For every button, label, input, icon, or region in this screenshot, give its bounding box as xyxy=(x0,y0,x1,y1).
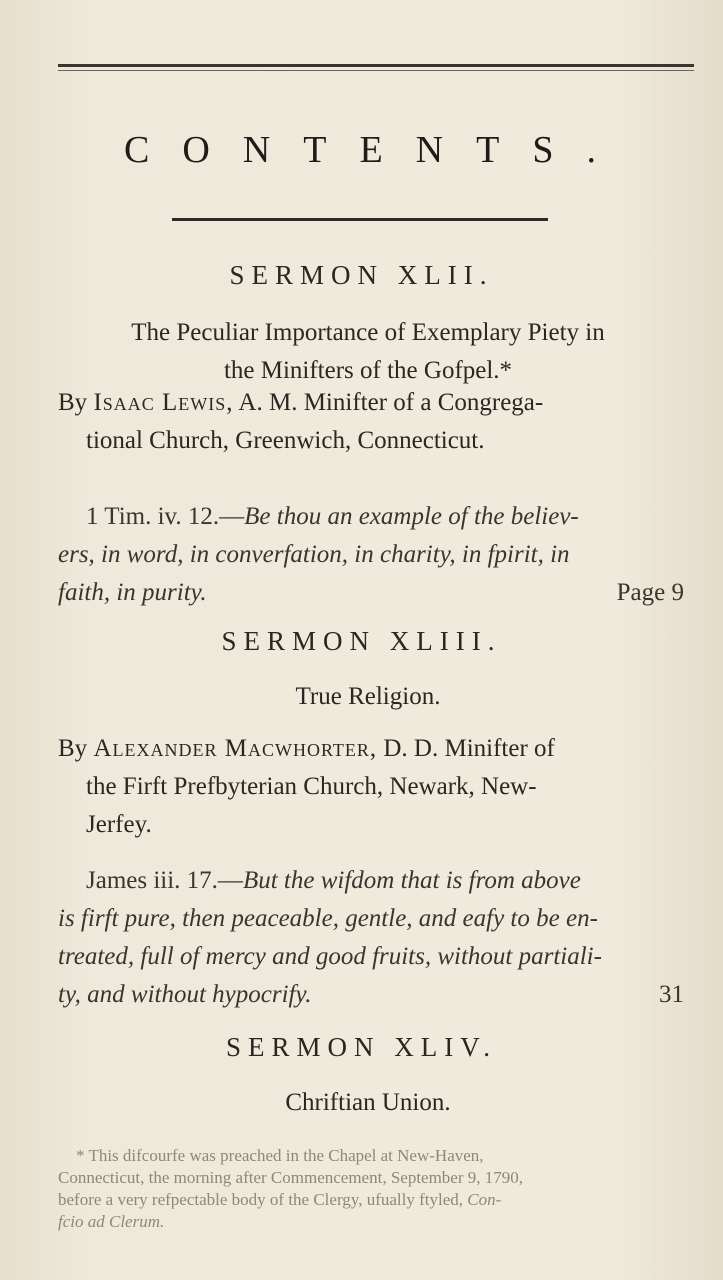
contents-heading: CONTENTS. xyxy=(124,129,629,171)
sermon-43-page: 31 xyxy=(659,981,684,1008)
sermon-42-number: SERMON XLII. xyxy=(229,260,494,290)
sermon-43-text: James iii. 17.—But the wifdom that is from above is firft pure, then peaceable, gentle, and eafy to be en- treated, full of mercy and good fruits, without partiali- ty, and without hypocrify. 31 xyxy=(58,862,684,1014)
sermon-42-page: Page 9 xyxy=(616,579,684,606)
heading-rule xyxy=(172,218,548,221)
top-rule xyxy=(58,64,694,67)
sermon-44-number: SERMON XLIV. xyxy=(225,1032,498,1062)
sermon-42-title: The Peculiar Importance of Exemplary Piety in the Minifters of the Gofpel.* xyxy=(131,319,605,384)
sermon-42-text: 1 Tim. iv. 12.—Be thou an example of the believ- ers, in word, in converfation, in charity, in fpirit, in faith, in purity. Page 9 xyxy=(58,498,684,612)
sermon-43-author: By Alexander Macwhorter, D. D. Minifter of the Firft Prefbyterian Church, Newark, New- Jerfey. xyxy=(58,735,555,838)
sermon-42-author: By Isaac Lewis, A. M. Minifter of a Congrega- tional Church, Greenwich, Connecticut. xyxy=(58,389,544,454)
sermon-44-title: Chriftian Union. xyxy=(285,1089,451,1116)
sermon-43-number: SERMON XLIII. xyxy=(221,626,502,656)
footnote: * This difcourfe was preached in the Chapel at New-Haven, Connecticut, the morning after Commencement, September 9, 1790, before a very refpectable body of the Clergy, ufually ftyled, Con- fcio ad Clerum. xyxy=(58,1146,524,1231)
sermon-43-title: True Religion. xyxy=(295,683,441,710)
top-rule-thin xyxy=(58,70,694,71)
